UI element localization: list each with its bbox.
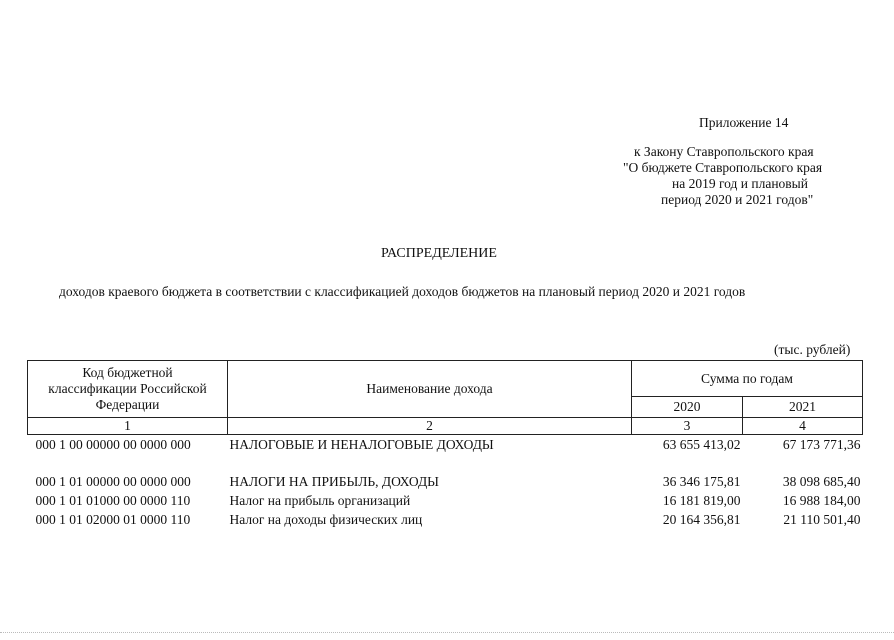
column-number-3: 3 (632, 418, 743, 435)
document-title: РАСПРЕДЕЛЕНИЕ (381, 246, 497, 261)
column-number-1: 1 (28, 418, 228, 435)
column-number-2: 2 (228, 418, 632, 435)
appendix-line-3: на 2019 год и плановый (672, 176, 808, 191)
table-row (28, 510, 863, 529)
header-code-line-2: классификации Российской (48, 381, 207, 396)
header-code-line-3: Федерации (95, 397, 160, 412)
header-year-2020: 2020 (632, 397, 743, 418)
income-distribution-table (27, 360, 863, 529)
appendix-line-2: "О бюджете Ставропольского края (623, 160, 823, 175)
document-subtitle: доходов краевого бюджета в соответствии с классификацией доходов бюджетов на плановый период 2020 и 2021 годов (59, 284, 746, 299)
table-row (28, 472, 863, 491)
row-value-2021: 38 098 685,40 (782, 474, 861, 489)
row-value-2021: 67 173 771,36 (782, 437, 861, 452)
row-name: НАЛОГОВЫЕ И НЕНАЛОГОВЫЕ ДОХОДЫ (229, 437, 494, 452)
appendix-number: Приложение 14 (699, 115, 789, 130)
row-code: 000 1 01 00000 00 0000 000 (35, 474, 191, 489)
row-value-2020: 63 655 413,02 (662, 437, 741, 452)
row-name: НАЛОГИ НА ПРИБЫЛЬ, ДОХОДЫ (229, 474, 439, 489)
table-row (28, 491, 863, 510)
row-value-2020: 16 181 819,00 (662, 493, 741, 508)
appendix-line-1: к Закону Ставропольского края (634, 144, 814, 159)
row-value-2021: 16 988 184,00 (782, 493, 861, 508)
row-code: 000 1 01 02000 01 0000 110 (35, 512, 191, 527)
page-bottom-edge (0, 632, 894, 634)
row-code: 000 1 01 01000 00 0000 110 (35, 493, 191, 508)
units-label: (тыс. рублей) (774, 342, 851, 357)
column-number-4: 4 (743, 418, 863, 435)
row-code: 000 1 00 00000 00 0000 000 (35, 437, 191, 452)
header-sum-by-years: Сумма по годам (632, 361, 863, 397)
appendix-line-4: период 2020 и 2021 годов" (661, 192, 814, 207)
row-name: Налог на доходы физических лиц (229, 512, 423, 527)
row-value-2020: 36 346 175,81 (662, 474, 741, 489)
header-income-name: Наименование дохода (228, 361, 632, 418)
header-code-line-1: Код бюджетной (82, 365, 173, 380)
row-name: Налог на прибыль организаций (229, 493, 411, 508)
row-value-2020: 20 164 356,81 (662, 512, 741, 527)
table-row (28, 435, 863, 455)
row-value-2021: 21 110 501,40 (783, 512, 861, 527)
header-code (28, 361, 228, 418)
header-year-2021: 2021 (743, 397, 863, 418)
